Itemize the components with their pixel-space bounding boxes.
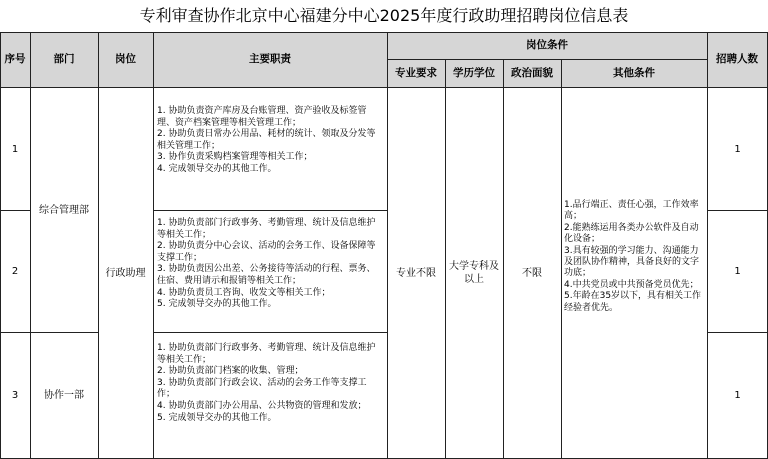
- row-no: 3: [11, 390, 19, 401]
- header-count: 招聘人数: [716, 53, 758, 65]
- header-degree: 学历学位: [453, 66, 495, 79]
- post-admin-assistant: 行政助理: [105, 267, 146, 279]
- header-duties: 主要职责: [249, 53, 291, 65]
- grid-line: [153, 332, 387, 333]
- dept-collab-1: 协作一部: [44, 390, 84, 401]
- degree-requirement: 大学专科及以上: [449, 261, 499, 285]
- row-count: 1: [734, 143, 741, 155]
- major-requirement: 专业不限: [396, 267, 436, 279]
- header-political: 政治面貌: [511, 66, 553, 79]
- grid-line: [561, 59, 562, 459]
- row-duties: 1. 协助负责资产库房及台账管理、资产验收及标签管理、资产档案管理等相关管理工作； 2. 协助负责日常办公用品、耗材的统计、领取及分发等相关管理工作； 3. 协作负责采购档案管理等相关工作； 4. 完成领导交办的其他工作。: [157, 106, 376, 174]
- header-dept: 部门: [53, 53, 75, 65]
- grid-line: [153, 32, 154, 459]
- row-count: 1: [734, 266, 741, 277]
- table-title: 专利审查协作北京中心福建分中心2025年度行政助理招聘岗位信息表: [139, 6, 629, 25]
- row-no: 1: [11, 143, 19, 155]
- political-requirement: 不限: [522, 267, 542, 279]
- header-other: 其他条件: [613, 66, 655, 79]
- grid-line: [153, 210, 387, 211]
- header-major: 专业要求: [395, 66, 437, 79]
- header-no: 序号: [4, 53, 26, 65]
- row-duties: 1. 协助负责部门行政事务、考勤管理、统计及信息维护等相关工作； 2. 协助负责部门档案的收集、管理； 3. 协助负责部门行政会议、活动的会务工作等支撑工作； 4. 协助负责部门办公用品、公共物资的管理和发放； 5. 完成领导交办的其他工作。: [157, 343, 376, 423]
- dept-general-admin: 综合管理部: [39, 204, 89, 216]
- row-duties: 1. 协助负责部门行政事务、考勤管理、统计及信息维护等相关工作； 2. 协助负责分中心会议、活动的会务工作、设备保障等支撑工作； 3. 协助负责因公出差、公务接待等活动的行程、票务、住宿、费用请示和报销等相关工作； 4. 协助负责员工咨询、收发文等相关工作； 5. 完成领导交办的其他工作。: [157, 218, 376, 310]
- grid-line: [445, 59, 446, 459]
- other-conditions: 1.品行端正、责任心强，工作效率高； 2.能熟练运用各类办公软件及自动化设备； 3.具有较强的学习能力、沟通能力及团队协作精神，具备良好的文字功底； 4.中共党员或中共预备党员优先； 5.年龄在35岁以下，具有相关工作经验者优先。: [564, 200, 702, 313]
- row-count: 1: [734, 390, 741, 401]
- row-no: 2: [11, 266, 19, 277]
- header-conditions: 岗位条件: [526, 39, 568, 51]
- header-post: 岗位: [115, 53, 136, 65]
